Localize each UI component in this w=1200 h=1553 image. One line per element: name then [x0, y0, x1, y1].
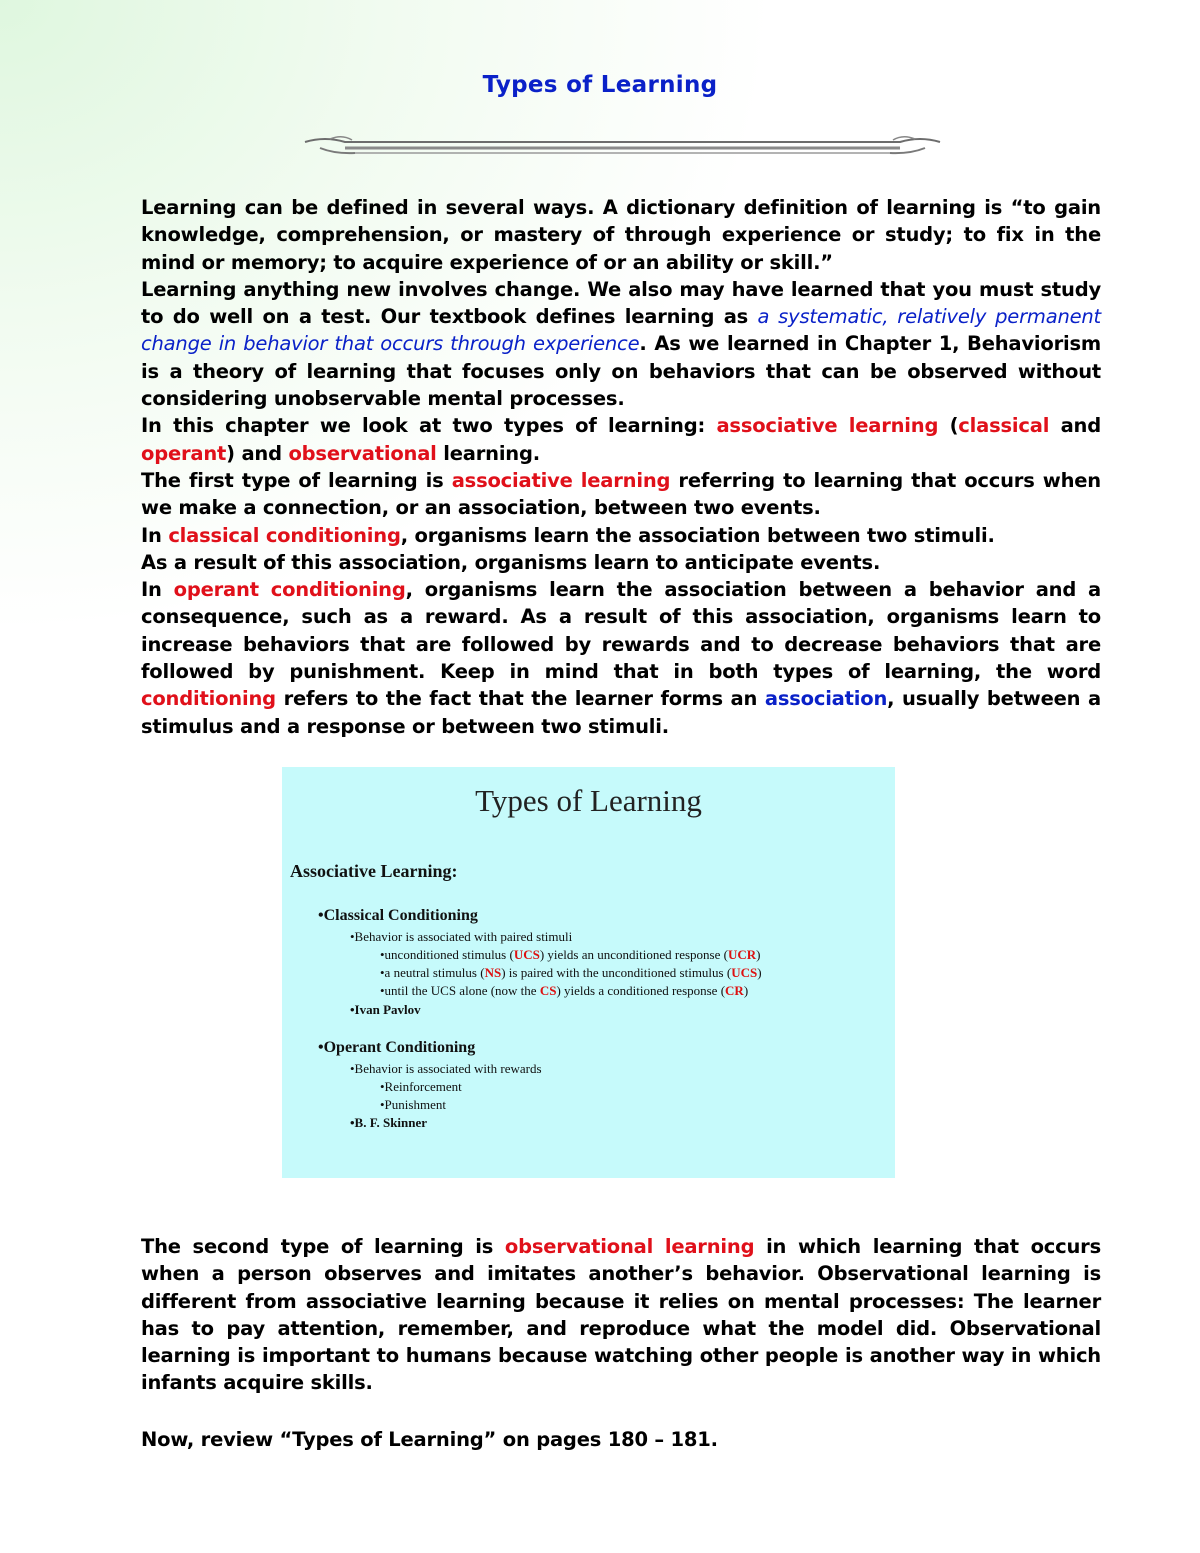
paragraph-associative [141, 467, 1101, 522]
text-span: , usually between a stimulus and a response or between two stimuli. [141, 687, 1101, 738]
text-span: In [141, 523, 169, 547]
text-span: ) [756, 947, 761, 962]
paragraph-definition: Learning can be defined in several ways. A dictionary definition of learning is “to gain knowledge, comprehension, or mastery of through experience or study; to fix in the mind or memory; to acquire experience of or an ability or skill.” [141, 196, 1101, 274]
page-title: Types of Learning [482, 72, 718, 98]
paragraph-review: Now, review “Types of Learning” on pages 180 – 181. [141, 1428, 718, 1451]
paragraph-observational [141, 1233, 1101, 1397]
term-associative-learning: associative learning [716, 414, 939, 438]
slide-item: •Reinforcement [380, 1079, 462, 1094]
text-span: In this chapter we look at two types of learning: [141, 414, 717, 438]
paragraph-anticipate: As a result of this association, organisms learn to anticipate events. [141, 550, 881, 574]
text-span: referring to learning that occurs when we make a connection, or an association, between two events. [141, 468, 1101, 520]
text-span: ) is paired with the unconditioned stimulus ( [501, 965, 732, 980]
slide-classical: •Classical Conditioning [318, 907, 478, 924]
observational-text-block [141, 1233, 1101, 1397]
text-span: •a neutral stimulus ( [380, 965, 485, 980]
text-span: Learning anything new involves change. We also may have learned that you must study to do well on a test. Our textbook defines learning as [141, 277, 1101, 329]
term-observational-learning: observational learning [504, 1235, 755, 1258]
slide-item [380, 965, 762, 981]
text-span: ) and [226, 441, 289, 465]
term-classical: classical [958, 414, 1050, 438]
learning-definition: a systematic, relatively permanent change in behavior that occurs through experience [141, 305, 1102, 356]
slide-item: •Behavior is associated with rewards [350, 1061, 542, 1076]
text-span: •unconditioned stimulus ( [380, 947, 514, 962]
text-span: ) [757, 965, 762, 980]
text-span: refers to the fact that the learner forms an [275, 687, 765, 711]
term-associative-learning: associative learning [451, 468, 671, 492]
term-operant: operant [141, 441, 227, 465]
intro-text-block [141, 194, 1101, 740]
abbr-ucs: UCS [513, 947, 540, 962]
term-operant-conditioning: operant conditioning [173, 578, 406, 602]
slide-title: Types of Learning [475, 783, 702, 818]
text-span: . As we learned in Chapter 1, Behaviorism is a theory of learning that focuses only on behaviors that can be observed without considering unobservable mental processes. [141, 332, 1101, 411]
slide-item: •Ivan Pavlov [350, 1002, 421, 1017]
slide-item: •B. F. Skinner [350, 1115, 428, 1130]
types-of-learning-slide [282, 767, 895, 1178]
text-span: and [1049, 414, 1101, 438]
text-span: , organisms learn the association between two stimuli. [400, 523, 995, 547]
text-span: The second type of learning is [141, 1235, 505, 1258]
slide-heading: Associative Learning: [290, 861, 458, 881]
abbr-cr: CR [725, 983, 744, 998]
paragraph-classical [141, 522, 1101, 549]
text-span: in which learning that occurs when a person observes and imitates another’s behavior. Observational learning is different from associative learning because it relies on mental processes: The learner has to pay attention, remember, and reproduce what the model did. Observational learning is important to humans because watching other people is another way in which infants acquire skills. [141, 1235, 1101, 1395]
abbr-cs: CS [539, 983, 557, 998]
paragraph-operant [141, 576, 1101, 740]
term-observational: observational [288, 441, 437, 465]
term-classical-conditioning: classical conditioning [168, 523, 401, 547]
ornamental-divider [300, 130, 945, 160]
text-span: The first type of learning is [141, 468, 452, 492]
abbr-ucr: UCR [727, 947, 757, 962]
paragraph-types [141, 412, 1101, 467]
slide-item: •Behavior is associated with paired stimuli [350, 929, 573, 944]
abbr-ns: NS [484, 965, 502, 980]
abbr-ucs: UCS [731, 965, 758, 980]
paragraph-change [141, 276, 1101, 412]
slide-item: •Punishment [380, 1097, 446, 1112]
text-span: ) yields a conditioned response ( [556, 983, 726, 998]
term-association: association [764, 687, 888, 711]
text-span: ( [938, 414, 959, 438]
text-span: learning. [436, 441, 540, 465]
text-span: ) yields an unconditioned response ( [539, 947, 728, 962]
text-span: ) [743, 983, 749, 998]
slide-item [380, 983, 748, 999]
text-span: •until the UCS alone (now the [380, 983, 540, 998]
review-text-block [141, 1426, 1101, 1453]
slide-item [380, 947, 760, 963]
text-span: In [141, 578, 174, 602]
slide-operant: •Operant Conditioning [318, 1039, 476, 1056]
text-span: , organisms learn the association between a behavior and a consequence, such as a reward. As a result of this association, organisms learn to increase behaviors that are followed by rewards and to decrease behaviors that are followed by punishment. Keep in mind that in both types of learning, the word [141, 578, 1101, 684]
term-conditioning: conditioning [141, 687, 276, 711]
